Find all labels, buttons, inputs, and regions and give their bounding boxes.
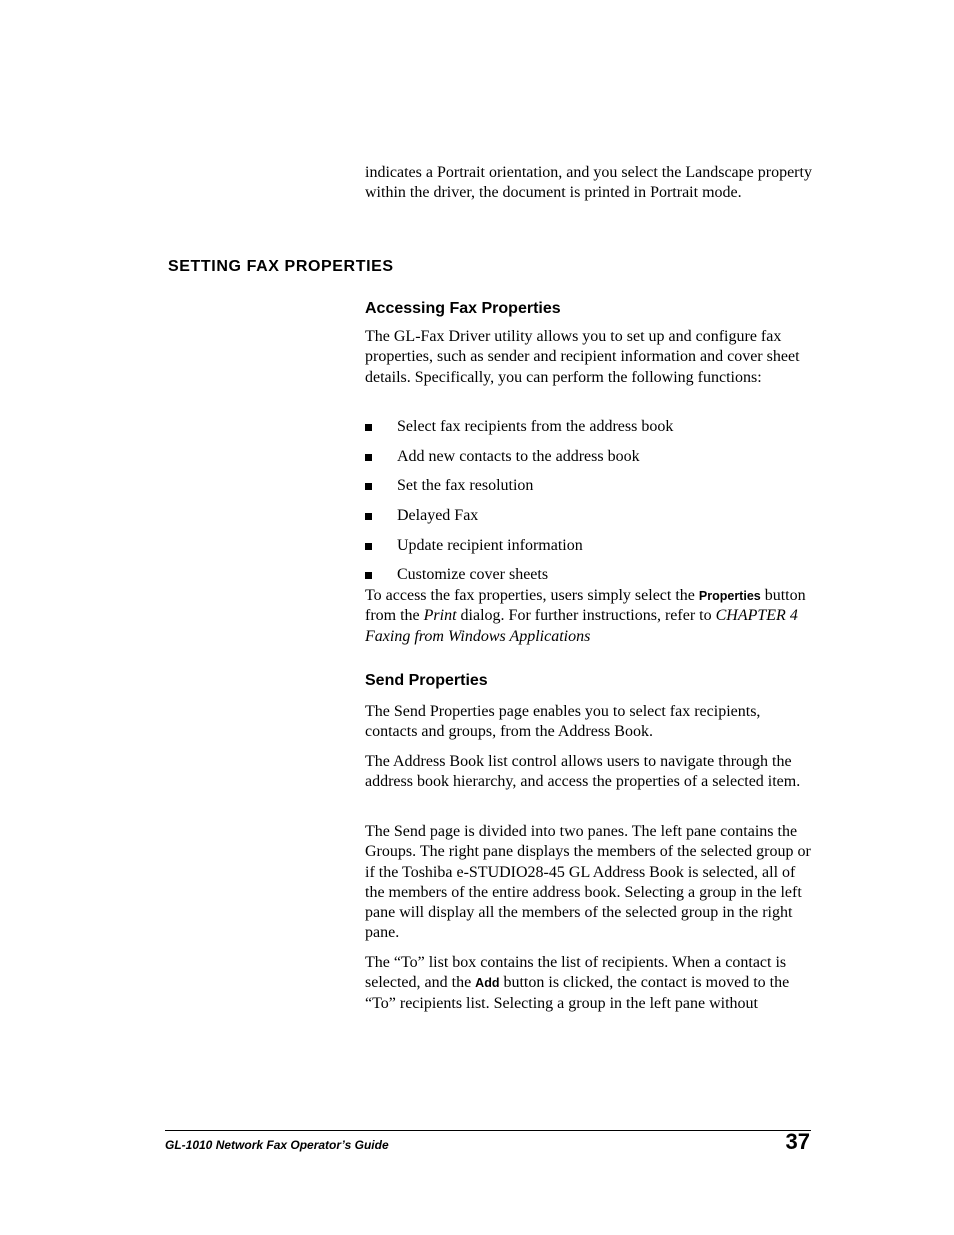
add-button-reference: Add — [475, 976, 500, 991]
chapter-reference: CHAPTER 4 Faxing from Windows Applications — [365, 607, 798, 645]
bullet-square-icon — [365, 454, 372, 461]
list-item: Customize cover sheets — [365, 565, 815, 595]
send-paragraph-1: The Send Properties page enables you to select fax recipients, contacts and groups, from the Address Book. — [365, 703, 761, 741]
bullet-square-icon — [365, 572, 372, 579]
send-paragraph-3: The Send page is divided into two panes. The left pane contains the Groups. The right pane displays the members of the selected group or if the Toshiba e-STUDIO28-45 GL Address Book is selected, all of the members of the entire address book. Selecting a group in the left pane will display all the members of the selected group in the right pane. — [365, 823, 811, 942]
bullet-square-icon — [365, 424, 372, 431]
footer-divider — [165, 1130, 811, 1131]
functions-list — [365, 417, 815, 595]
send-heading: Send Properties — [365, 672, 488, 689]
send-paragraph-2: The Address Book list control allows users to navigate through the address book hierarchy, and access the properties of a selected item. — [365, 753, 801, 791]
list-item: Add new contacts to the address book — [365, 447, 815, 477]
print-dialog-reference: Print — [423, 607, 457, 625]
list-item: Delayed Fax — [365, 506, 815, 536]
intro-paragraph: indicates a Portrait orientation, and you select the Landscape property within the driver, the document is printed in Portrait mode. — [365, 164, 812, 202]
access-instructions: To access the fax properties, users simply select the Properties button from the Print dialog. For further instructions, refer to CHAPTER 4 Faxing from Windows Applications — [365, 587, 806, 645]
bullet-square-icon — [365, 543, 372, 550]
list-item: Set the fax resolution — [365, 476, 815, 506]
page-number: 37 — [785, 1129, 810, 1154]
list-item: Select fax recipients from the address book — [365, 417, 815, 447]
properties-button-reference: Properties — [698, 589, 761, 603]
bullet-square-icon — [365, 513, 372, 520]
footer-title: GL-1010 Network Fax Operator’s Guide — [165, 1138, 389, 1152]
bullet-square-icon — [365, 483, 372, 490]
section-heading: SETTING FAX PROPERTIES — [168, 258, 394, 275]
send-paragraph-4: The “To” list box contains the list of recipients. When a contact is selected, and the Add button is clicked, the contact is moved to the “To” recipients list. Selecting a group in the left pane without — [365, 954, 790, 1012]
accessing-heading: Accessing Fax Properties — [365, 300, 561, 317]
accessing-paragraph: The GL-Fax Driver utility allows you to set up and configure fax properties, such as sender and recipient information and cover sheet details. Specifically, you can perform the following functions: — [365, 328, 800, 386]
list-item: Update recipient information — [365, 536, 815, 566]
